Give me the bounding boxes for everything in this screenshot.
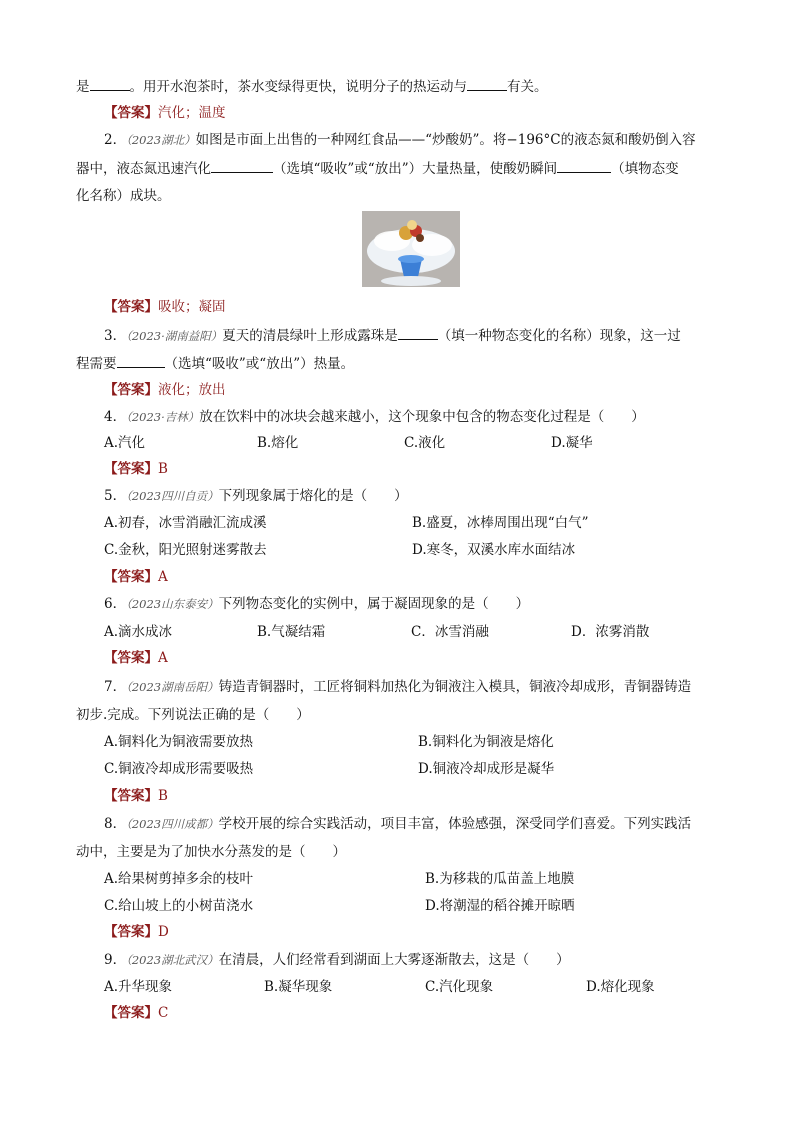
q3-text: 夏天的清晨绿叶上形成露珠是 xyxy=(222,328,398,344)
q6-option-c[interactable]: C．冰雪消融 xyxy=(411,624,489,640)
answer-value: A xyxy=(158,569,168,585)
q6-text: 下列物态变化的实例中，属于凝固现象的是（ ） xyxy=(218,596,530,612)
question-number: 6． xyxy=(104,596,127,612)
q1-text-a: 是 xyxy=(76,79,90,95)
q7-line2 xyxy=(76,705,310,725)
question-number: 5． xyxy=(104,488,127,504)
fried-yogurt-illustration xyxy=(362,211,460,287)
q5-option-a[interactable]: A.初春，冰雪消融汇流成溪 xyxy=(104,515,267,531)
q9-option-b[interactable]: B.凝华现象 xyxy=(264,979,333,995)
question-number: 8． xyxy=(104,816,127,832)
q7-option-d[interactable]: D.铜液冷却成形是凝华 xyxy=(418,761,555,777)
q4-option-b[interactable]: B.熔化 xyxy=(257,435,299,451)
q6-option-d[interactable]: D．浓雾消散 xyxy=(571,624,650,640)
answer-label: 【答案】 xyxy=(104,1005,158,1021)
answer-value: B xyxy=(158,788,168,804)
q3-text: 程需要 xyxy=(76,356,117,372)
q8-option-a[interactable]: A.给果树剪掉多余的枝叶 xyxy=(104,871,254,887)
answer-value: C xyxy=(158,1005,169,1021)
question-source: （2023湖北） xyxy=(126,133,196,147)
question-source: （2023四川自贡） xyxy=(126,489,219,503)
answer-value: 液化；放出 xyxy=(158,382,226,398)
q3-blank-2 xyxy=(117,353,165,368)
answer-value: D xyxy=(158,924,169,940)
q1-blank-1 xyxy=(90,76,130,91)
q4-stem xyxy=(104,407,645,427)
answer-label: 【答案】 xyxy=(104,924,158,940)
question-number: 9． xyxy=(104,952,127,968)
q6-stem xyxy=(104,594,529,614)
answer-label: 【答案】 xyxy=(104,382,158,398)
question-source: （2023湖南岳阳） xyxy=(126,680,219,694)
answer-label: 【答案】 xyxy=(104,788,158,804)
question-number: 4． xyxy=(104,409,127,425)
q1-text-c: 有关。 xyxy=(507,79,548,95)
q8-line1 xyxy=(104,814,691,834)
q2-text: 如图是市面上出售的一种网红食品——“炒酸奶”。将−196°C的液态氮和酸奶倒入容 xyxy=(195,132,696,148)
question-source: （2023湖北武汉） xyxy=(126,953,219,967)
q6-option-b[interactable]: B.气凝结霜 xyxy=(257,624,326,640)
question-number: 7． xyxy=(104,679,127,695)
q8-line2 xyxy=(76,842,346,862)
q5-answer xyxy=(104,567,168,587)
answer-label: 【答案】 xyxy=(104,569,158,585)
q9-text: 在清晨，人们经常看到湖面上大雾逐渐散去，这是（ ） xyxy=(218,952,570,968)
answer-label: 【答案】 xyxy=(104,461,158,477)
q9-option-c[interactable]: C.汽化现象 xyxy=(425,979,494,995)
answer-value: 吸收；凝固 xyxy=(158,299,226,315)
q5-option-d[interactable]: D.寒冬，双溪水库水面结冰 xyxy=(412,542,576,558)
q3-text: （选填“吸收”或“放出”）热量。 xyxy=(164,356,355,372)
q1-line xyxy=(76,76,548,97)
q1-text-b: 。用开水泡茶时，茶水变绿得更快，说明分子的热运动与 xyxy=(129,79,467,95)
q9-stem xyxy=(104,950,570,970)
q3-text: （填一种物态变化的名称）现象，这一过 xyxy=(437,328,681,344)
q7-text: 初步.完成。下列说法正确的是（ ） xyxy=(76,707,310,723)
answer-label: 【答案】 xyxy=(104,105,158,121)
q4-option-a[interactable]: A.汽化 xyxy=(104,435,146,451)
q1-blank-2 xyxy=(467,76,507,91)
q2-line3 xyxy=(76,186,171,206)
q3-blank-1 xyxy=(398,325,438,340)
q2-line2 xyxy=(76,158,679,179)
q5-stem xyxy=(104,486,408,506)
q8-text: 学校开展的综合实践活动，项目丰富，体验感强，深受同学们喜爱。下列实践活 xyxy=(218,816,692,832)
q2-blank-1 xyxy=(211,158,273,173)
q2-text: （选填“吸收”或“放出”）大量热量，使酸奶瞬间 xyxy=(273,161,558,177)
answer-value: 汽化；温度 xyxy=(158,105,226,121)
q9-option-a[interactable]: A.升华现象 xyxy=(104,979,173,995)
q5-option-c[interactable]: C.金秋，阳光照射迷雾散去 xyxy=(104,542,267,558)
question-source: （2023·吉林） xyxy=(126,410,200,424)
q7-answer xyxy=(104,786,168,806)
q5-option-b[interactable]: B.盛夏，冰棒周围出现“白气” xyxy=(412,515,589,531)
q5-text: 下列现象属于熔化的是（ ） xyxy=(218,488,408,504)
question-number: 2． xyxy=(104,132,127,148)
q4-option-d[interactable]: D.凝华 xyxy=(551,435,593,451)
q3-line2 xyxy=(76,353,354,374)
q6-answer xyxy=(104,648,168,668)
answer-label: 【答案】 xyxy=(104,650,158,666)
q7-option-a[interactable]: A.铜料化为铜液需要放热 xyxy=(104,734,254,750)
q9-option-d[interactable]: D.熔化现象 xyxy=(586,979,655,995)
q2-text: （填物态变 xyxy=(611,161,679,177)
q7-option-c[interactable]: C.铜液冷却成形需要吸热 xyxy=(104,761,254,777)
answer-value: B xyxy=(158,461,168,477)
question-number: 3． xyxy=(104,328,127,344)
q8-option-c[interactable]: C.给山坡上的小树苗浇水 xyxy=(104,898,254,914)
q4-answer xyxy=(104,459,168,479)
answer-label: 【答案】 xyxy=(104,299,158,315)
q6-option-a[interactable]: A.滴水成冰 xyxy=(104,624,173,640)
q3-answer xyxy=(104,380,226,400)
question-source: （2023山东泰安） xyxy=(126,597,219,611)
q2-text: 器中，液态氮迅速汽化 xyxy=(76,161,211,177)
answer-value: A xyxy=(158,650,168,666)
q7-line1 xyxy=(104,677,691,697)
q2-blank-2 xyxy=(557,158,611,173)
q4-text: 放在饮料中的冰块会越来越小，这个现象中包含的物态变化过程是（ ） xyxy=(199,409,645,425)
question-source: （2023·湖南益阳） xyxy=(126,329,223,343)
q8-option-d[interactable]: D.将潮湿的稻谷摊开晾晒 xyxy=(425,898,575,914)
q9-answer xyxy=(104,1003,168,1023)
q2-text: 化名称）成块。 xyxy=(76,188,171,204)
q3-line1 xyxy=(104,325,681,346)
q8-text: 动中，主要是为了加快水分蒸发的是（ ） xyxy=(76,844,346,860)
question-source: （2023四川成都） xyxy=(126,817,219,831)
q1-answer xyxy=(104,103,226,123)
fried-yogurt-photo xyxy=(362,211,460,287)
q7-option-b[interactable]: B.铜料化为铜液是熔化 xyxy=(418,734,554,750)
q4-option-c[interactable]: C.液化 xyxy=(404,435,446,451)
q8-option-b[interactable]: B.为移栽的瓜苗盖上地膜 xyxy=(425,871,575,887)
q8-answer xyxy=(104,922,169,942)
q2-line1 xyxy=(104,130,696,150)
q7-text: 铸造青铜器时，工匠将铜料加热化为铜液注入模具，铜液冷却成形，青铜器铸造 xyxy=(218,679,692,695)
q2-answer xyxy=(104,297,226,317)
